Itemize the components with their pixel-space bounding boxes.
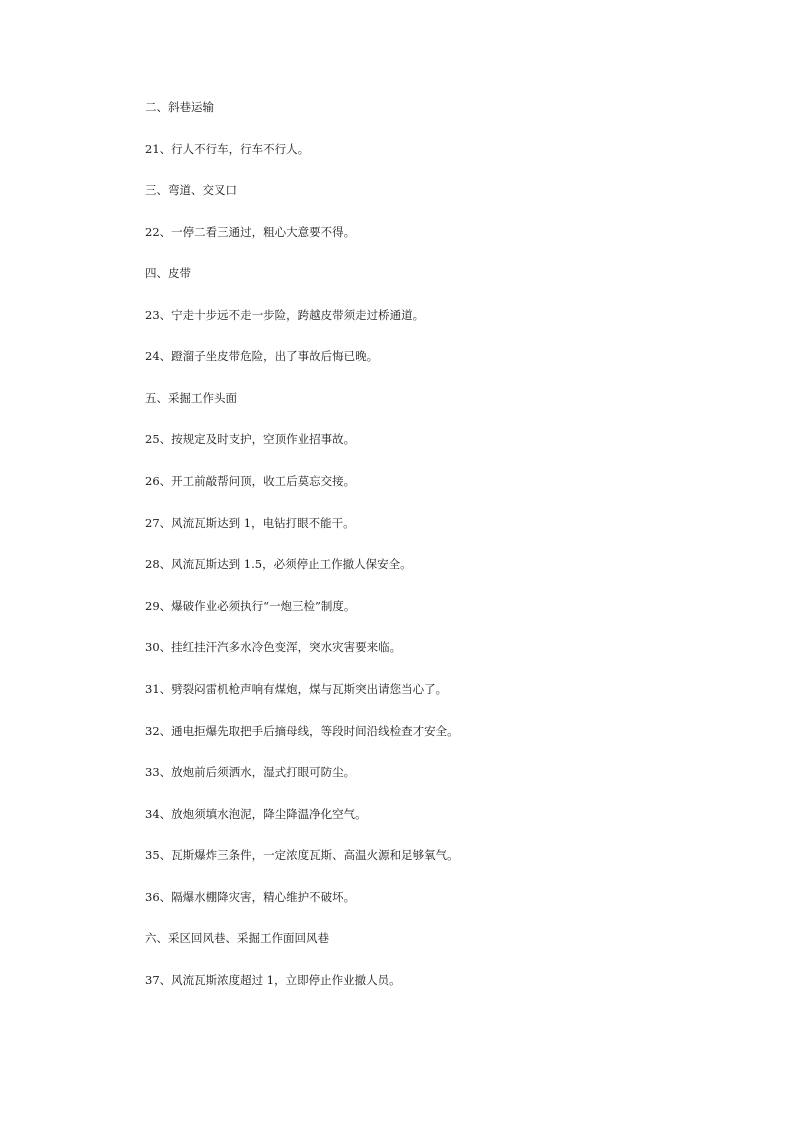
rule-item: 32、通电拒爆先取把手后摘母线，等段时间沿线检查才安全。 bbox=[145, 724, 459, 738]
rule-item: 21、行人不行车，行车不行人。 bbox=[145, 142, 310, 156]
rule-item: 24、蹬溜子坐皮带危险，出了事故后悔已晚。 bbox=[145, 349, 379, 363]
section-heading: 三、弯道、交叉口 bbox=[145, 183, 237, 197]
rule-item: 31、劈裂闷雷机枪声响有煤炮，煤与瓦斯突出请您当心了。 bbox=[145, 682, 448, 696]
rule-item: 28、风流瓦斯达到 1.5，必须停止工作撤人保安全。 bbox=[145, 557, 412, 571]
rule-item: 36、隔爆水棚降灾害，精心维护不破坏。 bbox=[145, 890, 356, 904]
rule-item: 22、一停二看三通过，粗心大意要不得。 bbox=[145, 225, 356, 239]
section-heading: 二、斜巷运输 bbox=[145, 100, 214, 114]
rule-item: 23、宁走十步远不走一步险，跨越皮带须走过桥通道。 bbox=[145, 308, 425, 322]
rule-item: 37、风流瓦斯浓度超过 1，立即停止作业撤人员。 bbox=[145, 973, 401, 987]
rule-item: 34、放炮须填水泡泥，降尘降温净化空气。 bbox=[145, 807, 367, 821]
section-heading: 四、皮带 bbox=[145, 266, 191, 280]
rule-item: 29、爆破作业必须执行“一炮三检”制度。 bbox=[145, 599, 356, 613]
rule-item: 33、放炮前后须洒水，湿式打眼可防尘。 bbox=[145, 765, 356, 779]
rule-item: 25、按规定及时支护，空顶作业招事故。 bbox=[145, 432, 356, 446]
rule-item: 30、挂红挂汗汽多水冷色变浑，突水灾害要来临。 bbox=[145, 640, 402, 654]
section-heading: 五、采掘工作头面 bbox=[145, 391, 237, 405]
rule-item: 26、开工前敲帮问顶，收工后莫忘交接。 bbox=[145, 474, 356, 488]
section-heading: 六、采区回风巷、采掘工作面回风巷 bbox=[145, 931, 329, 945]
rule-item: 27、风流瓦斯达到 1，电钻打眼不能干。 bbox=[145, 516, 355, 530]
rule-item: 35、瓦斯爆炸三条件，一定浓度瓦斯、高温火源和足够氧气。 bbox=[145, 848, 459, 862]
